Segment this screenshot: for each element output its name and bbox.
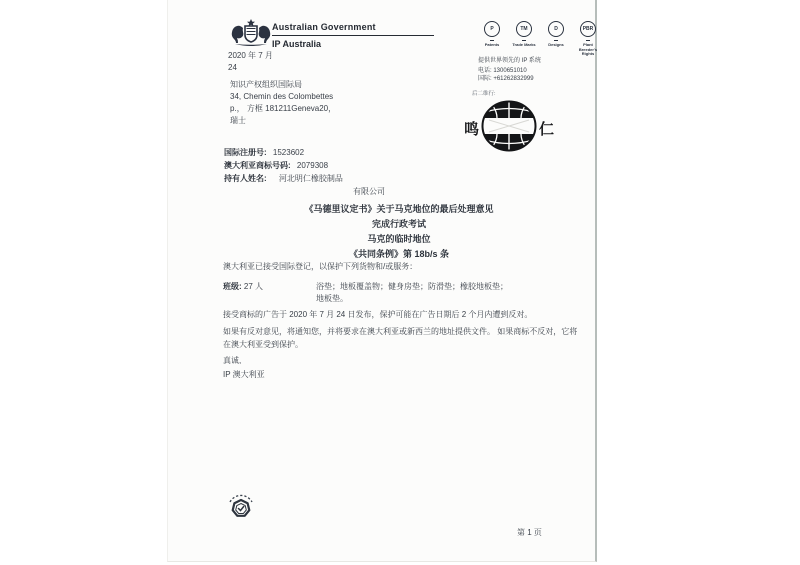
trademarks-label: Trade Marks	[512, 42, 536, 47]
designs-label: Designs	[548, 42, 564, 47]
signature: IP 澳大利亚	[223, 370, 265, 379]
intl-number: +61262832999	[493, 76, 534, 82]
holder-row	[224, 172, 343, 185]
patents-icon	[479, 21, 505, 57]
subject-line1: 《马德里议定书》关于马克地位的最后处理意见	[304, 204, 494, 214]
phone-label: 电话:	[478, 68, 492, 74]
trademarks-icon	[511, 21, 537, 57]
class-value: 27 人	[243, 282, 264, 291]
intl-reg-label: 国际注册号:	[224, 148, 267, 157]
designs-circle: D	[548, 21, 564, 37]
subject-line4: 《共同条例》第 18b/s 条	[348, 249, 449, 259]
au-tm-label: 澳大利亚商标号码:	[224, 161, 291, 170]
dash	[586, 40, 590, 41]
scanned-page	[167, 0, 597, 562]
paragraph-acceptance: 澳大利亚已接受国际登记，以保护下列货物和/或服务：	[223, 262, 418, 271]
contact-block	[478, 67, 534, 83]
tagline: 提供世界领先的 IP 系统	[478, 58, 541, 64]
dash	[490, 40, 494, 41]
intl-reg-number: 1523602	[272, 148, 305, 157]
mingren-logo	[464, 100, 554, 157]
pbr-label: Plant Breeder's Rights	[578, 42, 598, 56]
au-tm-number: 2079308	[296, 161, 329, 170]
closing: 真诚,	[223, 356, 242, 365]
date-line1: 2020 年 7 月	[228, 51, 273, 60]
designs-icon	[543, 21, 569, 57]
australian-coat-of-arms-icon	[231, 19, 271, 52]
paragraph-advert: 接受商标的广告于 2020 年 7 月 24 日发布，保护可能在广告日期后 2 个月内遭到反对。	[223, 310, 533, 319]
mingren-globe-icon	[481, 100, 537, 157]
au-tm-row	[224, 159, 328, 172]
class-row	[223, 281, 263, 292]
intl-reg-row	[224, 146, 304, 159]
patents-circle: P	[484, 21, 500, 37]
phone-number: 1300651010	[493, 68, 527, 74]
paragraph-opposition: 如果有反对意见，将通知您，并将要求在澳大利亚或新西兰的地址提供文件。 如果商标不反对，它将在澳大利亚受到保护。	[223, 327, 578, 349]
intl-label: 国际:	[478, 76, 492, 82]
recipient-address	[230, 79, 336, 127]
agency-division: IP Australia	[272, 39, 322, 49]
letter-date	[228, 50, 273, 74]
intl-line	[478, 75, 534, 83]
date-line2: 24	[228, 63, 237, 72]
subject-line2: 完成行政考试	[371, 219, 426, 229]
class-label: 班级:	[223, 282, 242, 291]
pbr-icon	[575, 21, 601, 57]
certification-stamp-icon	[227, 491, 255, 526]
subject-line3: 马克的临时地位	[367, 234, 431, 244]
mingren-left-char: 鸣	[464, 121, 480, 138]
pbr-circle: PBR	[580, 21, 596, 37]
subject-heading	[224, 202, 574, 262]
recipient-line4: 瑞士	[230, 116, 246, 125]
goods-line1: 浴垫；地板覆盖物；健身房垫；防滑垫；橡胶地板垫；	[316, 282, 508, 291]
agency-name: Australian Government	[272, 22, 434, 36]
dash	[522, 40, 526, 41]
mingren-right-char: 仁	[539, 121, 555, 138]
recipient-line2: 34, Chemin des Colombettes	[230, 92, 334, 101]
dash	[554, 40, 558, 41]
ip-rights-icons	[479, 21, 601, 57]
recipient-line3: p.， 方框 181211Geneva20，	[230, 104, 337, 113]
trademarks-circle: TM	[516, 21, 532, 37]
holder-name-cont: 有限公司	[353, 187, 385, 196]
recipient-line1: 知识产权组织国际局	[230, 80, 302, 89]
goods-line2: 地板垫。	[316, 294, 348, 303]
phone-line	[478, 67, 534, 75]
holder-name: 河北明仁橡胶制品	[278, 174, 343, 183]
letterhead	[272, 22, 434, 49]
patents-label: Patents	[484, 42, 500, 47]
holder-label: 持有人姓名:	[224, 174, 267, 183]
stamp-note: 后二维行:	[472, 91, 496, 97]
page-number: 第 1 页	[517, 528, 542, 537]
